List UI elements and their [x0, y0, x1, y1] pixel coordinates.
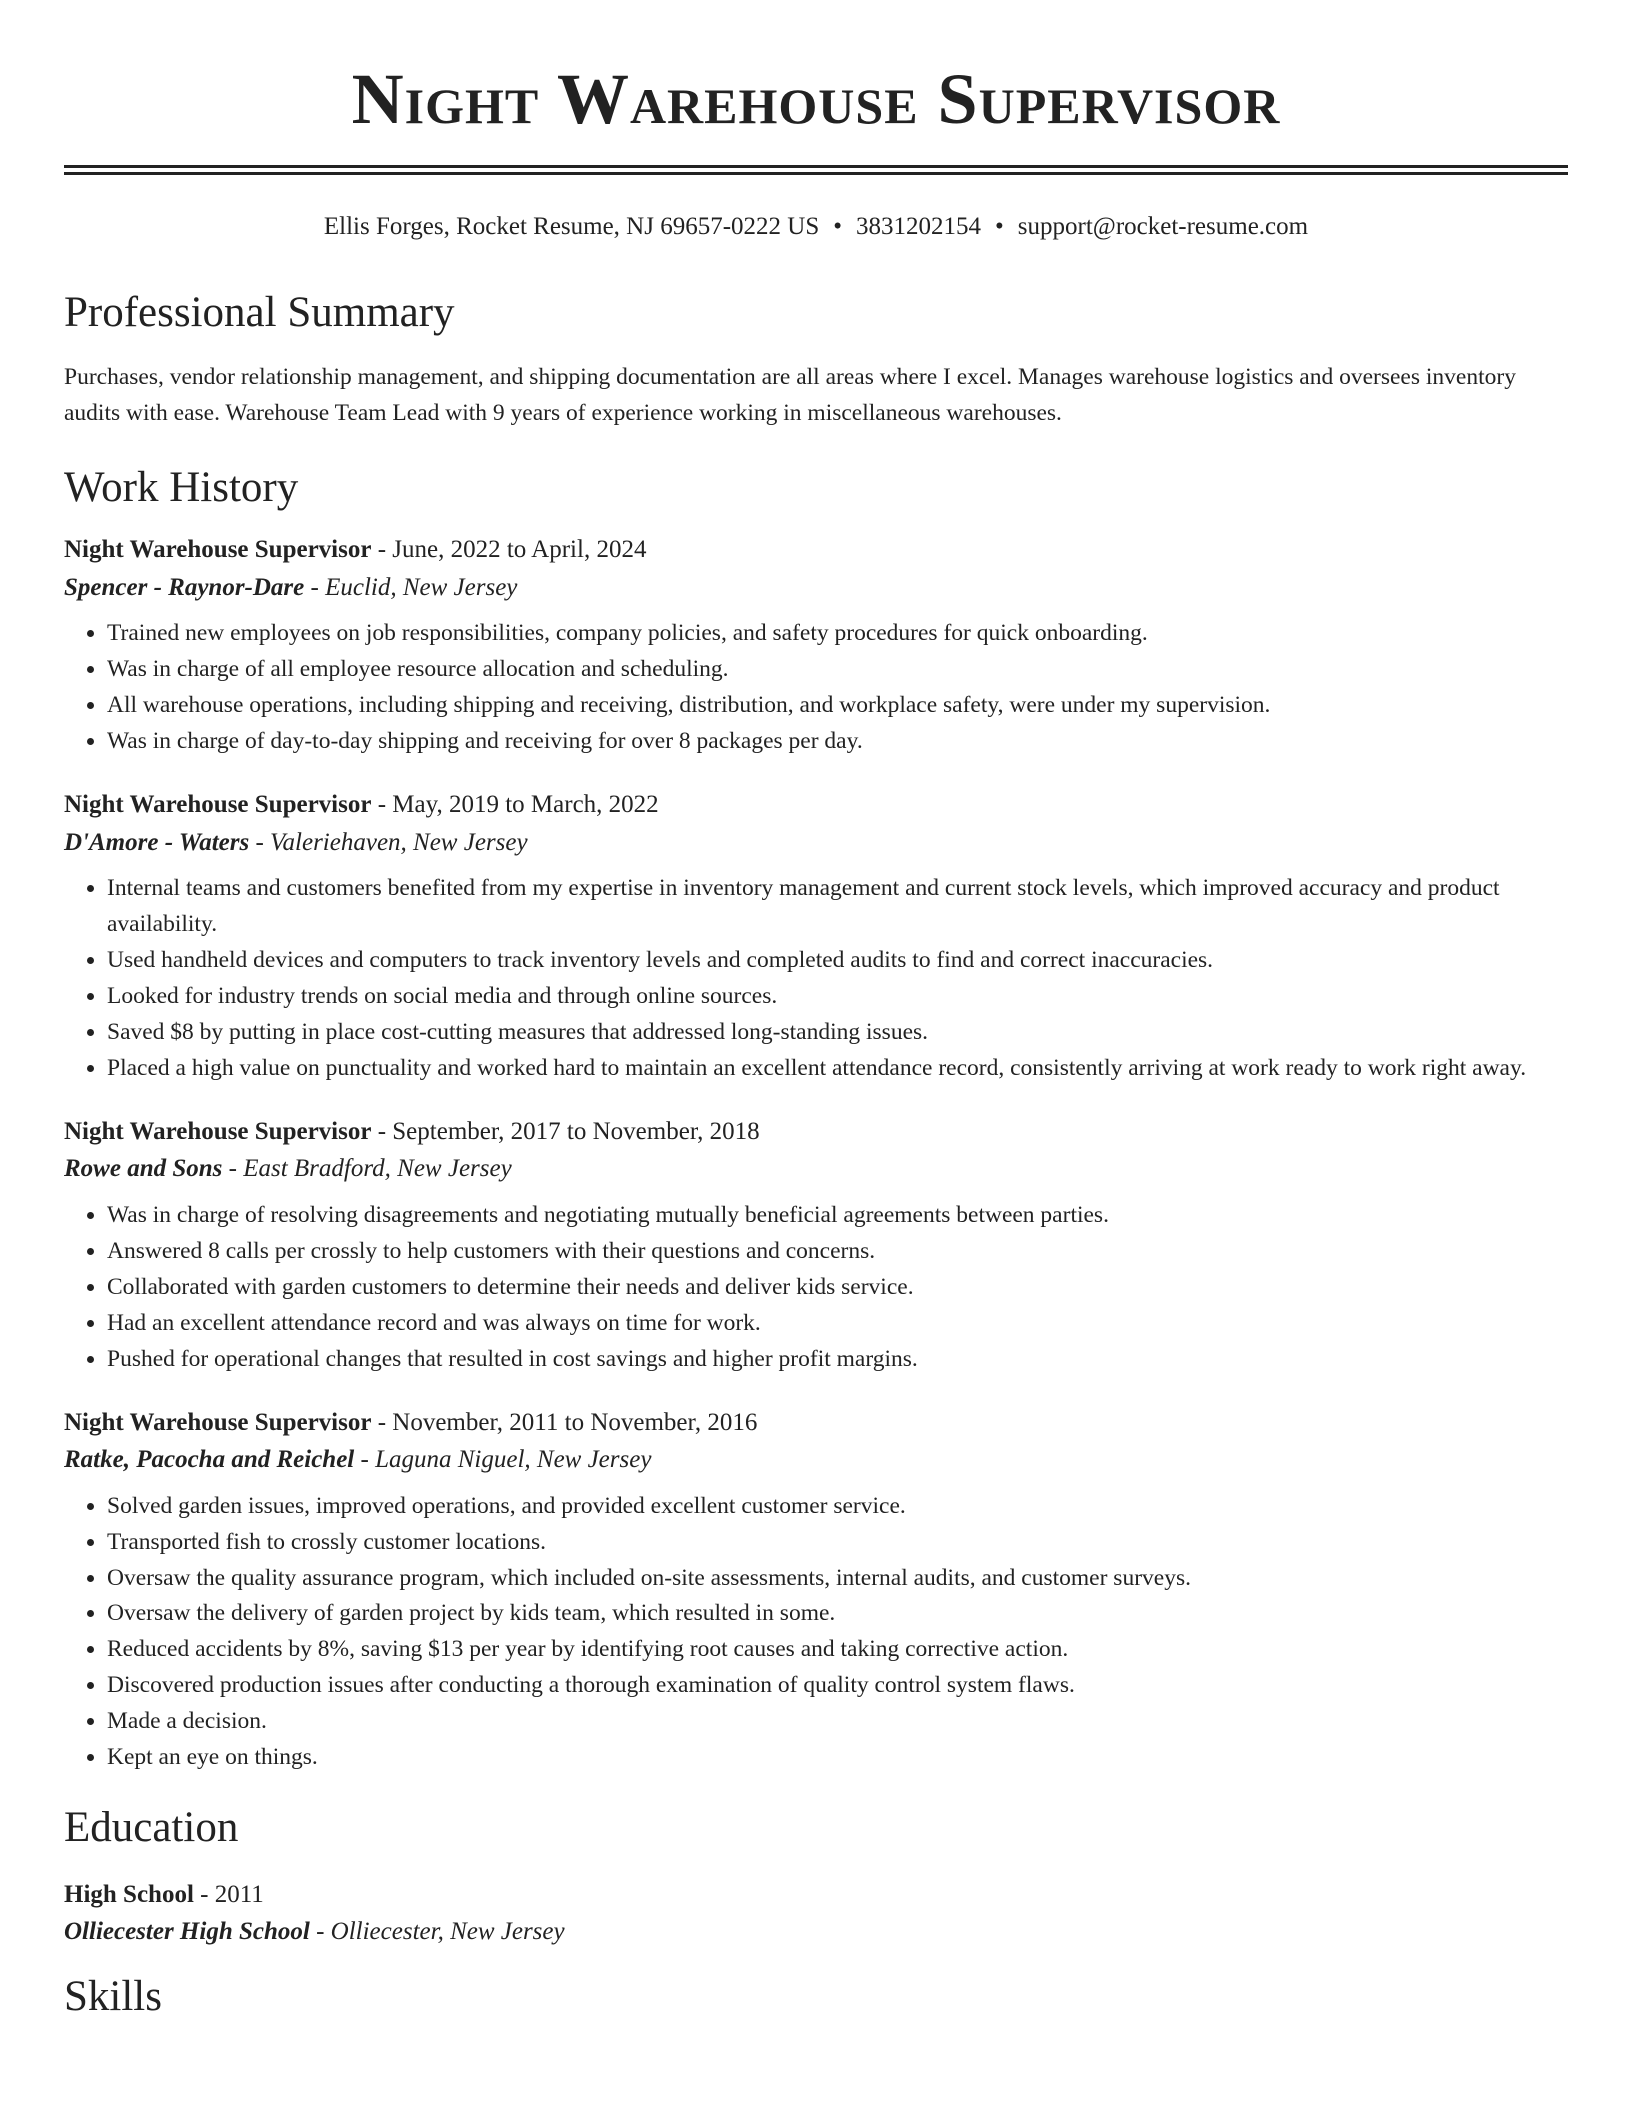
job-location: - East Bradford, New Jersey: [222, 1155, 512, 1183]
education-school: Olliecester High School: [64, 1918, 310, 1946]
job-bullet: • Placed a high value on punctuality and worked hard to maintain an excellent attendance record, consistently arriving at work ready to work right away.: [107, 1051, 1568, 1087]
job-bullet: • All warehouse operations, including shipping and receiving, distribution, and workplace safety, were under my supervision.: [107, 688, 1568, 724]
job-bullet: • Internal teams and customers benefited from my expertise in inventory management and current stock levels, which improved accuracy and product availability.: [107, 871, 1568, 943]
education-heading: Education: [64, 1804, 239, 1852]
contact-separator: •: [833, 212, 843, 240]
job-bullets: [64, 1198, 1568, 1378]
job-bullet: • Oversaw the delivery of garden project by kids team, which resulted in some.: [107, 1596, 1568, 1632]
job-entry: [64, 1113, 1568, 1378]
job-bullet: • Oversaw the quality assurance program, which included on-site assessments, internal audits, and customer surveys.: [107, 1561, 1568, 1597]
education-header: [64, 1876, 1568, 1914]
job-role: Night Warehouse Supervisor: [64, 1117, 372, 1145]
job-role: Night Warehouse Supervisor: [64, 536, 372, 564]
education-year: - 2011: [193, 1880, 264, 1908]
job-bullet: • Discovered production issues after conducting a thorough examination of quality control system flaws.: [107, 1668, 1568, 1704]
job-bullet: • Reduced accidents by 8%, saving $13 per year by identifying root causes and taking corrective action.: [107, 1632, 1568, 1668]
education-degree: High School: [64, 1880, 194, 1908]
job-header: [64, 531, 1568, 569]
job-bullet: • Was in charge of resolving disagreements and negotiating mutually beneficial agreements between parties.: [107, 1198, 1568, 1234]
job-bullet: • Trained new employees on job responsibilities, company policies, and safety procedures for quick onboarding.: [107, 616, 1568, 652]
job-entry: [64, 531, 1568, 760]
education-location: - Olliecester, New Jersey: [309, 1918, 565, 1946]
job-location: - Euclid, New Jersey: [304, 573, 518, 601]
job-role: Night Warehouse Supervisor: [64, 1408, 372, 1436]
work-history-heading: Work History: [64, 463, 299, 511]
job-bullet: • Pushed for operational changes that resulted in cost savings and higher profit margins.: [107, 1342, 1568, 1378]
job-bullet: • Used handheld devices and computers to track inventory levels and completed audits to find and correct inaccuracies.: [107, 943, 1568, 979]
job-company: Ratke, Pacocha and Reichel: [64, 1446, 355, 1474]
job-dates: - September, 2017 to November, 2018: [371, 1117, 760, 1145]
job-company-line: [64, 1150, 1568, 1188]
job-entry: [64, 1404, 1568, 1777]
job-location: - Valeriehaven, New Jersey: [249, 828, 528, 856]
summary-text: Purchases, vendor relationship management, and shipping documentation are all areas where I excel. Manages warehouse logistics and oversees inventory audits with ease. Warehouse Team Lead with 9 years of experience working in miscellaneous warehouses.: [64, 363, 1516, 427]
job-bullet: • Made a decision.: [107, 1704, 1568, 1740]
job-bullet: • Answered 8 calls per crossly to help customers with their questions and concerns.: [107, 1234, 1568, 1270]
job-bullet: • Was in charge of day-to-day shipping and receiving for over 8 packages per day.: [107, 724, 1568, 760]
job-bullet: • Solved garden issues, improved operations, and provided excellent customer service.: [107, 1489, 1568, 1525]
job-header: [64, 786, 1568, 824]
job-company: Spencer - Raynor-Dare: [64, 573, 305, 601]
job-company-line: [64, 824, 1568, 862]
job-location: - Laguna Niguel, New Jersey: [354, 1446, 652, 1474]
job-company-line: [64, 1441, 1568, 1479]
contact-separator: •: [995, 212, 1004, 240]
resume-title: Night Warehouse Supervisor: [351, 59, 1281, 139]
job-bullet: • Transported fish to crossly customer locations.: [107, 1525, 1568, 1561]
job-bullets: [64, 871, 1568, 1087]
job-role: Night Warehouse Supervisor: [64, 791, 372, 819]
job-entry: [64, 786, 1568, 1087]
job-bullet: • Looked for industry trends on social media and through online sources.: [107, 979, 1568, 1015]
skills-heading: Skills: [64, 1972, 162, 2020]
job-company: D'Amore - Waters: [64, 828, 250, 856]
job-company-line: [64, 569, 1568, 607]
job-header: [64, 1404, 1568, 1442]
contact-line: [64, 211, 1568, 244]
job-company: Rowe and Sons: [64, 1155, 223, 1183]
summary-heading: Professional Summary: [64, 289, 455, 337]
contact-email: support@rocket-resume.com: [1017, 212, 1309, 240]
job-bullet: • Saved $8 by putting in place cost-cutting measures that addressed long-standing issues.: [107, 1015, 1568, 1051]
job-bullet: • Kept an eye on things.: [107, 1740, 1568, 1776]
job-bullet: • Had an excellent attendance record and was always on time for work.: [107, 1306, 1568, 1342]
contact-phone: 3831202154: [856, 212, 982, 240]
job-bullet: • Collaborated with garden customers to determine their needs and deliver kids service.: [107, 1270, 1568, 1306]
contact-address: Ellis Forges, Rocket Resume, NJ 69657-0222 US: [323, 212, 820, 240]
job-bullets: [64, 616, 1568, 760]
job-dates: - June, 2022 to April, 2024: [371, 536, 647, 564]
job-dates: - May, 2019 to March, 2022: [371, 791, 659, 819]
job-dates: - November, 2011 to November, 2016: [371, 1408, 758, 1436]
title-double-rule: [64, 165, 1568, 175]
education-school-line: [64, 1913, 1568, 1951]
job-bullet: • Was in charge of all employee resource allocation and scheduling.: [107, 652, 1568, 688]
job-header: [64, 1113, 1568, 1151]
job-bullets: [64, 1489, 1568, 1777]
education-entry: [64, 1876, 1568, 1951]
